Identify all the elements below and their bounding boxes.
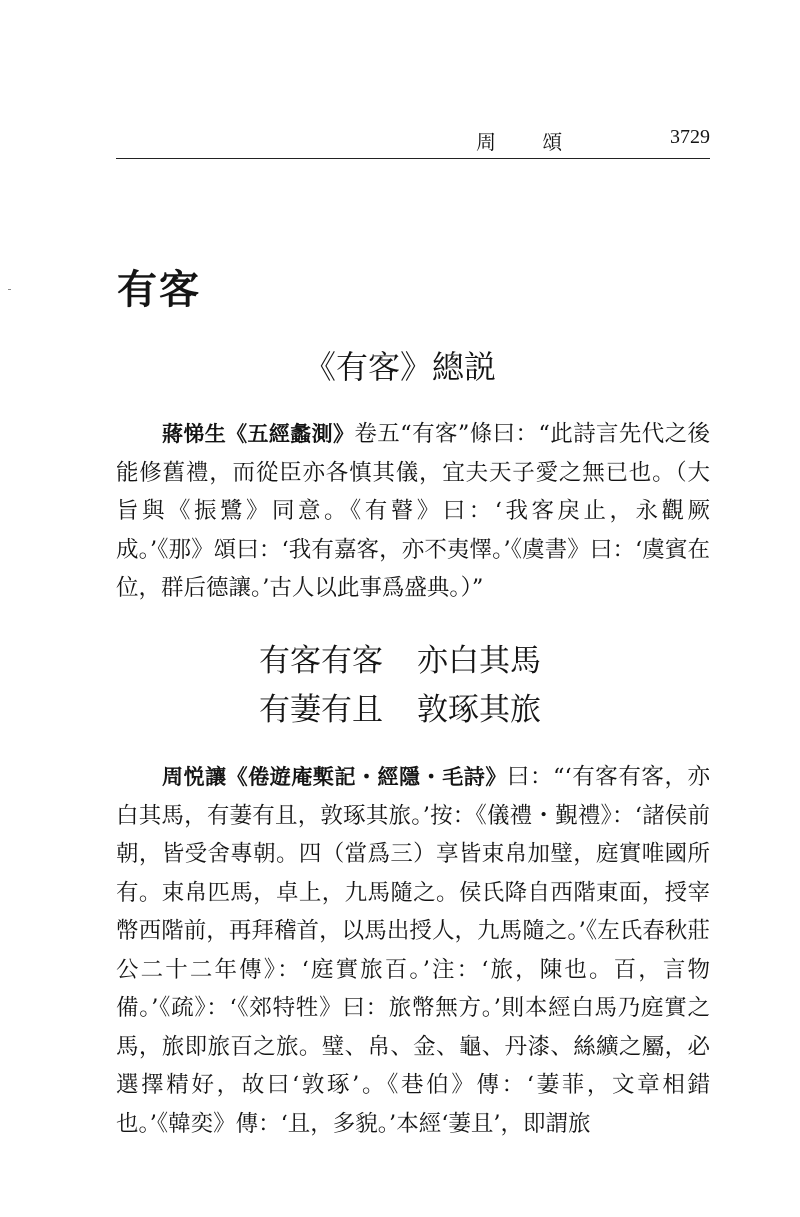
chapter-title: 有客 — [117, 267, 201, 313]
verse-half-second: 亦白其馬 — [417, 643, 541, 679]
verse-half-first: 有客有客 — [259, 643, 383, 679]
verse-half-first: 有萋有且 — [259, 692, 383, 728]
page-number: 3729 — [670, 126, 710, 148]
author-work-citation: 周悦讓《倦遊庵槧記・經隱・毛詩》 — [162, 765, 507, 789]
commentary-text: 曰：“‘有客有客，亦白其馬，有萋有且，敦琢其旅。’按：《儀禮・覲禮》：‘諸侯前朝，皆受舍專朝。四（當爲三）享皆束帛加璧，庭實唯國所有。束帛匹馬，卓上，九馬隨之。侯氏降自西階東面，授宰幣西階前，再拜稽首，以馬出授人，九馬隨之。’《左氏春秋莊公二十二年傳》：‘庭實旅百。’注：‘旅，陳也。百，言物備。’《疏》：‘《郊特牲》曰：旅幣無方。’則本經白馬乃庭實之馬，旅即旅百之旅。璧、帛、金、龜、丹漆、絲纊之屬，必選擇精好，故曰‘敦琢’。《巷伯》傳：‘萋菲，文章相錯也。’《韓奕》傳：‘且，多貌。’本經‘萋且’，即謂旅 — [116, 764, 711, 1137]
section-title: 《有客》總説 — [303, 348, 496, 386]
paragraph-indent — [116, 421, 162, 447]
commentary-paragraph-2 — [116, 758, 710, 1143]
verse-line — [0, 684, 800, 729]
paragraph-indent — [116, 764, 162, 790]
verse-half-second: 敦琢其旅 — [417, 692, 541, 728]
page-header — [116, 118, 710, 159]
commentary-text: 卷五“有客”條曰：“此詩言先代之後能修舊禮，而從臣亦各慎其儀，宜夫天子愛之無已也。（大旨與《振鷺》同意。《有瞽》曰：‘我客戾止，永觀厥成。’《那》頌曰：‘我有嘉客，亦不夷懌。’《虞書》曰：‘虞賓在位，群后德讓。’古人以此事爲盛典。）” — [116, 421, 711, 601]
margin-mark — [8, 289, 11, 290]
author-work-citation: 蔣悌生《五經蠡測》 — [162, 422, 355, 446]
verse-line — [0, 635, 800, 680]
running-title: 周 頌 — [476, 130, 583, 154]
commentary-paragraph-1 — [116, 415, 710, 608]
